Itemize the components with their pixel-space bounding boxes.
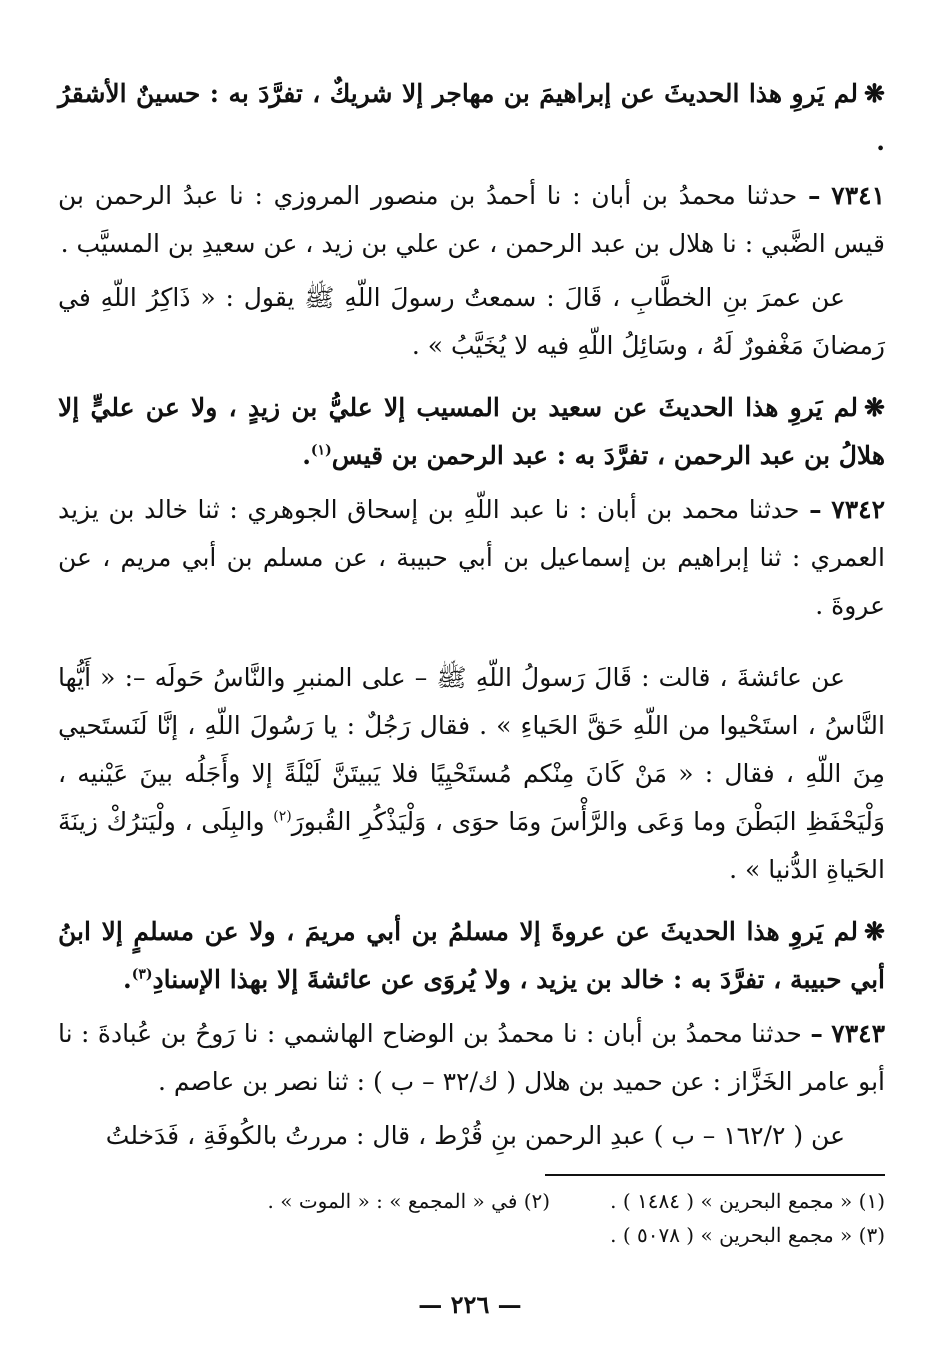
footnote-marker: (١) xyxy=(310,442,332,459)
matn-text: عن ( ١٦٢/٢ – ب ) عبدِ الرحمن بنِ قُرْط ، قال : مررتُ بالكُوفَةِ ، فَدَخلتُ xyxy=(105,1121,845,1150)
hadith-dash: – xyxy=(810,1019,823,1048)
hadith-number: ٧٣٤١ xyxy=(831,181,885,210)
note-end: . xyxy=(123,965,132,994)
star-icon: ❋ xyxy=(864,917,885,946)
hadith-dash: – xyxy=(808,181,821,210)
matn-text: عن عمرَ بنِ الخطَّابِ ، قَالَ : سمعتُ رسولَ اللّهِ ﷺ يقول : « ذَاكِرُ اللّهِ في رَمضانَ مَغْفورٌ لَهُ ، وسَائِلُ اللّهِ فيه لا يُخَيَّبُ » . xyxy=(58,283,885,360)
hadith-number: ٧٣٤٣ xyxy=(831,1019,885,1048)
hadith-isnad xyxy=(58,486,885,630)
footnote-1: (١) « مجمع البحرين » ( ١٤٨٤ ) . xyxy=(610,1189,885,1213)
footnote-2: (٢) في « المجمع » : « الموت » . xyxy=(267,1189,551,1213)
commentary-note xyxy=(58,384,885,480)
footnote-row xyxy=(58,1184,885,1218)
hadith-number: ٧٣٤٢ xyxy=(831,495,886,524)
matn-text-continued: والبِلَى ، ولْيَترُكْ زينَةَ الحَياةِ الدُّنيا » . xyxy=(58,807,885,884)
isnad-text: حدثنا محمدُ بن أبان : نا أحمدُ بن منصور المروزي : نا عبدُ الرحمن بن قيس الضَّبي : نا هلال بن عبد الرحمن ، عن علي بن زيد ، عن سعيدِ بن المسيَّب . xyxy=(58,181,885,258)
commentary-note xyxy=(58,70,885,166)
hadith-matn xyxy=(58,1112,885,1160)
footnotes xyxy=(58,1184,885,1252)
hadith-matn xyxy=(58,274,885,370)
matn-text: عن عائشةَ ، قالت : قَالَ رَسولُ اللّهِ ﷺ – على المنبرِ والنَّاسُ حَولَه –: « أَيُّها النَّاسُ ، استَحْيوا من اللّهِ حَقَّ الحَياءِ » . فقال رَجُلٌ : يا رَسُولَ اللّهِ ، إنَّا لَنَستَحيي مِنَ اللّهِ ، فقال : « مَنْ كَانَ مِنْكم مُستَحْيِيًا فلا يَبيتَنَّ لَيْلَةً إلا وأَجَلُه بينَ عَيْنيه ، وَلْيَحْفَظِ البَطْنَ وما وَعَى والرَّأْسَ ومَا حوَى ، وَلْيَذْكُرِ القُبورَ xyxy=(58,663,885,836)
hadith-isnad xyxy=(58,172,885,268)
footnote-marker: (٣) xyxy=(131,966,153,983)
note-text: لم يَروِ هذا الحديثَ عن إبراهيمَ بن مهاجر إلا شريكٌ ، تفرَّدَ به : حسينٌ الأشقرُ . xyxy=(58,79,885,156)
hadith-matn xyxy=(58,654,885,894)
footnote-row xyxy=(58,1218,885,1252)
hadith-isnad xyxy=(58,1010,885,1106)
star-icon: ❋ xyxy=(864,393,885,422)
note-text: لم يَروِ هذا الحديثَ عن عروةَ إلا مسلمُ بن أبي مريمَ ، ولا عن مسلمٍ إلا ابنُ أبي حبيبة ، تفرَّدَ به : خالد بن يزيد ، ولا يُروَى عن عائشةَ إلا بهذا الإسنادِ xyxy=(58,917,885,994)
hadith-dash: – xyxy=(809,495,822,524)
footnote-3: (٣) « مجمع البحرين » ( ٥٠٧٨ ) . xyxy=(610,1223,885,1247)
commentary-note xyxy=(58,908,885,1004)
footnote-marker: (٢) xyxy=(273,808,292,825)
isnad-text: حدثنا محمد بن أبان : نا عبد اللّهِ بن إسحاق الجوهري : ثنا خالد بن يزيد العمري : ثنا إبراهيم بن إسماعيل بن أبي حبيبة ، عن مسلم بن أبي مريم ، عن عروةَ . xyxy=(58,495,885,620)
page-number: — ٢٢٦ — xyxy=(418,1290,522,1319)
note-end: . xyxy=(302,441,311,470)
footnote-divider xyxy=(545,1174,885,1176)
star-icon: ❋ xyxy=(864,79,885,108)
isnad-text: حدثنا محمدُ بن أبان : نا محمدُ بن الوضاح الهاشمي : نا رَوحُ بن عُبادةَ : نا أبو عامر الخَزَّاز : عن حميد بن هلال ( ك/٣٢ – ب ) : ثنا نصر بن عاصم . xyxy=(58,1019,885,1096)
note-text: لم يَروِ هذا الحديثَ عن سعيد بن المسيب إلا عليُّ بن زيدٍ ، ولا عن عليٍّ إلا هلالُ بن عبد الرحمن ، تفرَّدَ به : عبد الرحمن بن قيس xyxy=(58,393,885,470)
